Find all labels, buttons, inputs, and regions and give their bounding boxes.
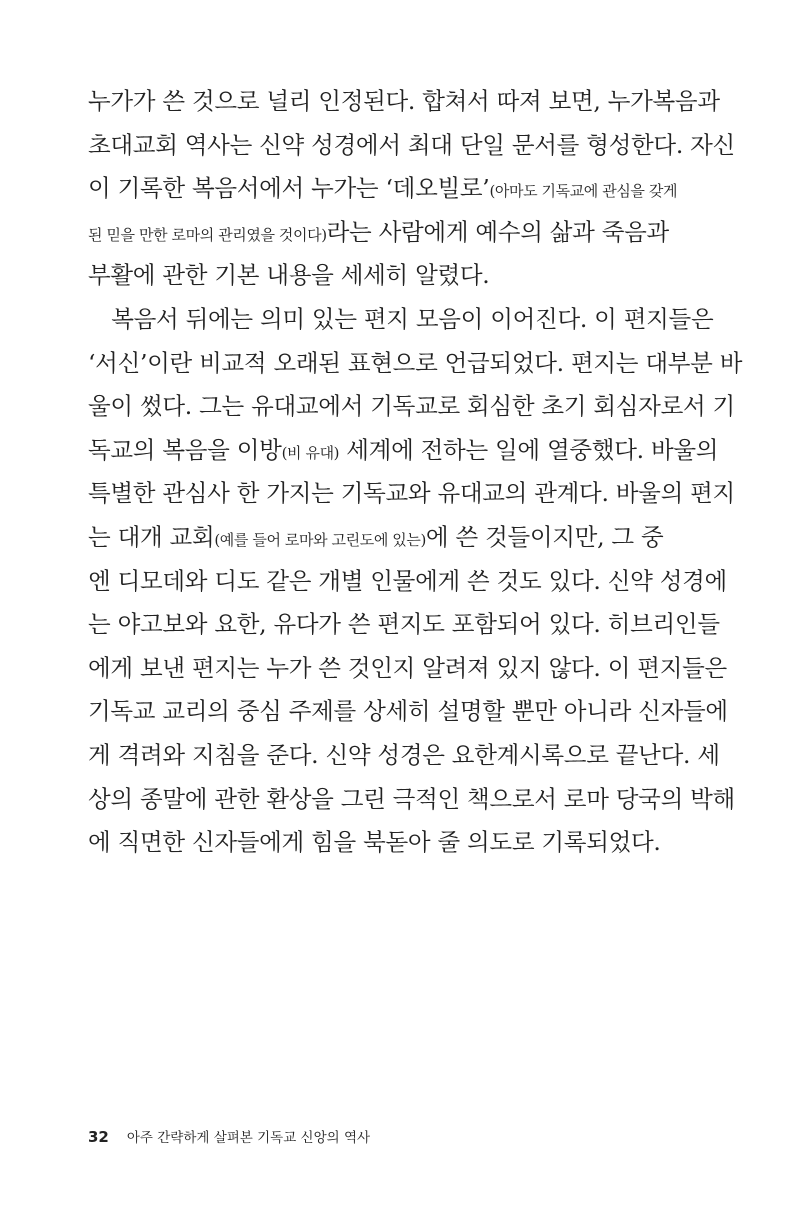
text-run: 는 대개 교회 (88, 523, 215, 551)
text-line (88, 473, 735, 513)
text-run: 누가가 쓴 것으로 널리 인정된다. 합쳐서 따져 보면, 누가복음과 (88, 87, 720, 115)
text-run: 기독교 교리의 중심 주제를 상세히 설명할 뿐만 아니라 신자들에 (88, 697, 728, 726)
text-run: 라는 사람에게 예수의 삶과 죽음과 (326, 217, 669, 246)
text-run: 게 격려와 지침을 준다. 신약 성경은 요한계시록으로 끝난다. 세 (88, 741, 720, 769)
text-run: 에 쓴 것들이지만, 그 중 (425, 523, 664, 551)
parenthetical-note: (아마도 기독교에 관심을 갖게 (489, 182, 678, 201)
text-line (88, 255, 648, 295)
text-run: ‘서신’이란 비교적 오래된 표현으로 언급되었다. 편지는 대부분 바 (88, 348, 743, 377)
text-line (88, 299, 714, 339)
text-line (88, 212, 669, 255)
text-run: 는 야고보와 요한, 유다가 쓴 편지도 포함되어 있다. 히브리인들 (88, 610, 720, 639)
text-line (88, 81, 720, 121)
text-line (88, 430, 719, 473)
text-run: 울이 썼다. 그는 유대교에서 기독교로 회심한 초기 회심자로서 기 (88, 392, 735, 421)
parenthetical-note: (예를 들어 로마와 고린도에 있는) (214, 531, 426, 549)
page-number: 32 (88, 1128, 109, 1146)
text-run: 특별한 관심사 한 가지는 기독교와 유대교의 관계다. 바울의 편지 (88, 479, 735, 508)
running-title: 아주 간략하게 살펴본 기독교 신앙의 역사 (126, 1130, 371, 1146)
text-line (88, 125, 735, 165)
text-run: 에게 보낸 편지는 누가 쓴 것인지 알려져 있지 않다. 이 편지들은 (88, 653, 727, 682)
text-line (88, 604, 720, 644)
text-line (88, 343, 743, 383)
text-line (88, 168, 678, 211)
text-line (88, 779, 735, 819)
text-run: 복음서 뒤에는 의미 있는 편지 모음이 이어진다. 이 편지들은 (88, 305, 714, 333)
text-line (88, 822, 661, 862)
text-run: 세계에 전하는 일에 열중했다. 바울의 (339, 435, 719, 464)
text-run: 초대교회 역사는 신약 성경에서 최대 단일 문서를 형성한다. 자신 (88, 130, 735, 159)
text-run: 상의 종말에 관한 환상을 그린 극적인 책으로서 로마 당국의 박해 (88, 784, 735, 813)
text-line (88, 648, 727, 688)
text-run: 이 기록한 복음서에서 누가는 ‘데오빌로’ (88, 174, 490, 203)
text-line (88, 386, 735, 426)
text-line (88, 735, 720, 775)
text-run: 에 직면한 신자들에게 힘을 북돋아 줄 의도로 기록되었다. (88, 828, 661, 857)
text-run: 부활에 관한 기본 내용을 세세히 알렸다. (88, 261, 490, 290)
text-run: 엔 디모데와 디도 같은 개별 인물에게 쓴 것도 있다. 신약 성경에 (88, 566, 727, 595)
parenthetical-note: (비 유대) (281, 443, 340, 462)
parenthetical-note: 된 믿을 만한 로마의 관리였을 것이다) (88, 225, 327, 244)
page-footer (88, 1125, 370, 1150)
text-line (88, 517, 664, 560)
text-run: 독교의 복음을 이방 (88, 435, 282, 464)
text-line (88, 691, 728, 731)
text-line (88, 561, 727, 601)
